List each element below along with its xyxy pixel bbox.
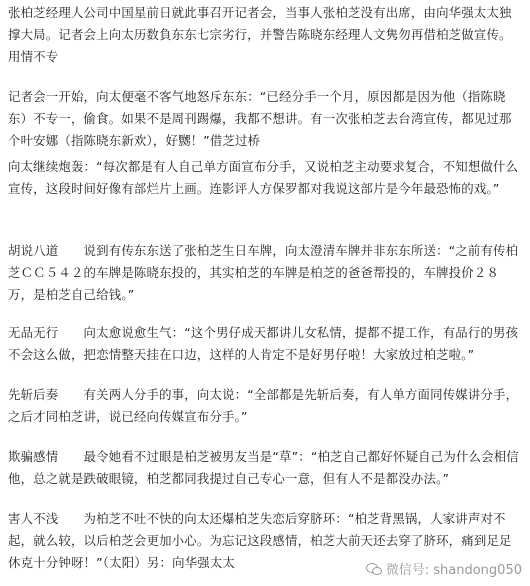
wechat-icon xyxy=(366,562,382,576)
paragraph-no-character: 无品无行 向太愈说愈生气：“这个男仔成天都讲儿女私情，提都不提工作，有品行的男孩不会这么做，把恋情整天挂在口边，这样的人肯定不是好男仔啦！大家放过柏芝啦。” xyxy=(8,325,519,362)
wechat-watermark xyxy=(366,559,522,578)
paragraph-press-conference: 记者会一开始，向太便毫不客气地怒斥东东：“已经分手一个月，原因都是因为他（指陈晓东）不专一，偷食。如果不是周刊踢爆，我都不想讲。有一次张柏芝去台湾宣传，都见过那个叶安娜（指陈晓东新欢），好嬲！”借芝过桥 xyxy=(8,89,512,148)
paragraph-act-first: 先斩后奏 有关两人分手的事，向太说：“全部都是先斩后奏，有人单方面同传媒讲分手，之后才同柏芝讲，说已经向传媒宣布分手。” xyxy=(8,387,519,424)
paragraph-nonsense: 胡说八道 说到有传东东送了张柏芝生日车牌，向太澄清车牌并非东东所送：“之前有传柏芝ＣＣ５４２的车牌是陈晓东投的，其实柏芝的车牌是柏芝的爸爸帮投的，车牌投价２８万，是柏芝自己给钱。” xyxy=(8,243,519,302)
paragraph-harm: 害人不浅 为柏芝不吐不快的向太还爆柏芝失恋后穿脐环：“柏芝背黑锅，人家讲声对不起，就么较，以后柏芝会更加小心。为忘记这段感情，柏芝大前天还去穿了脐环，痛到足足休克十分钟呀！”（太阳）另：向华强太太 xyxy=(8,511,512,570)
watermark-text: 微信号: shandong050 xyxy=(385,563,522,578)
paragraph-intro: 张柏芝经理人公司中国星前日就此事召开记者会，当事人张柏芝没有出席，由向华强太太独撑大局。记者会上向太历数負东东七宗劣行，并警告陈晓东经理人文隽勿再借柏芝做宣传。用情不专 xyxy=(8,5,512,64)
paragraph-deceived-feelings: 欺骗感情 最令她看不过眼是柏芝被男友当是“草”：“柏芝自己都好怀疑自己为什么会相信他，总之就是跌破眼镜，柏芝都同我提过自己专心一意，但有人不是都没办法。” xyxy=(8,449,519,486)
paragraph-continued-attack: 向太继续炮轰：“每次都是有人自己单方面宣布分手，又说柏芝主动要求复合，不知想做什么宣传，这段时间好像有部烂片上画。连影评人方保罗都对我说这部片是今年最恐怖的戏。” xyxy=(8,159,519,196)
